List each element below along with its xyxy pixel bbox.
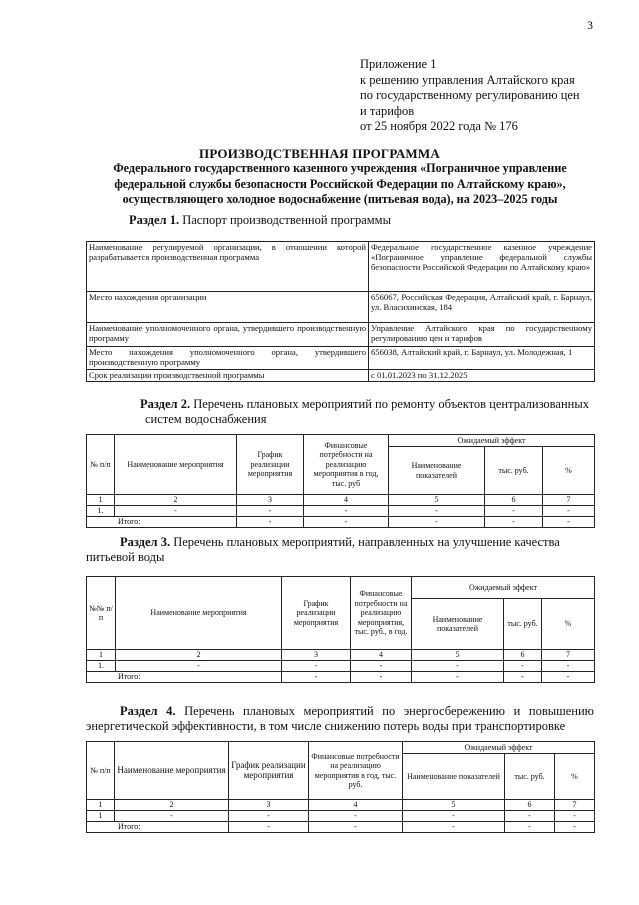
table-cell: - [115, 506, 237, 517]
table-cell: 7 [555, 800, 595, 811]
section2-table [86, 434, 595, 528]
table-cell: - [115, 811, 229, 822]
table-row [87, 517, 595, 528]
table-cell: 1 [87, 800, 115, 811]
table-cell: 6 [504, 650, 542, 661]
table-cell: - [304, 506, 389, 517]
header-finance: Финансовые потребности на реализацию мероприятия, тыс. руб., в год. [351, 577, 412, 650]
table-row [87, 370, 595, 382]
table-row [87, 292, 595, 323]
header-indicator: Наименование показателей [412, 599, 504, 650]
table-row [87, 661, 595, 672]
section3-heading [86, 535, 594, 565]
header-effect: Ожидаемый эффект [403, 742, 595, 754]
table-row [87, 742, 595, 754]
passport-label: Срок реализации производственной программы [87, 370, 369, 382]
section1-title: Паспорт производственной программы [182, 213, 391, 227]
section4-num: Раздел 4. [120, 704, 176, 718]
table-cell: - [485, 517, 543, 528]
passport-table [86, 241, 595, 382]
table-cell: 1. [87, 506, 115, 517]
table-row [87, 811, 595, 822]
passport-label: Место нахождения организации [87, 292, 369, 323]
section4-title: Перечень плановых мероприятий по энергосбережению и повышению энергетической эффективности, в том числе снижению потерь воды при транспортировке [86, 704, 595, 733]
section3-table [86, 576, 595, 683]
document-title: ПРОИЗВОДСТВЕННАЯ ПРОГРАММА [199, 146, 440, 161]
section4-table [86, 741, 595, 833]
table-cell: 3 [282, 650, 351, 661]
section3-title: Перечень плановых мероприятий, направленных на улучшение качества питьевой воды [86, 535, 560, 564]
header-schedule: График реализации мероприятия [237, 435, 304, 495]
total-label: Итого: [87, 517, 237, 528]
header-percent: % [542, 599, 595, 650]
header-effect: Ожидаемый эффект [412, 577, 595, 599]
appendix-line: к решению управления Алтайского края [360, 72, 575, 87]
header-finance: Финансовые потребности на реализацию мероприятия в год, тыс. руб. [309, 742, 403, 800]
table-cell: - [229, 811, 309, 822]
table-cell: - [504, 672, 542, 683]
table-cell: 2 [116, 650, 282, 661]
table-cell: - [403, 822, 505, 833]
table-cell: - [412, 672, 504, 683]
passport-value: с 01.01.2023 по 31.12.2025 [369, 370, 595, 382]
table-row [87, 822, 595, 833]
appendix-line: от 25 ноября 2022 года № 176 [360, 119, 518, 134]
passport-value: 656038, Алтайский край, г. Барнаул, ул. Молодежная, 1 [369, 347, 595, 370]
table-cell: - [229, 822, 309, 833]
section1-heading [129, 213, 391, 228]
table-cell: - [505, 811, 555, 822]
table-cell: - [351, 672, 412, 683]
header-schedule: График реализации мероприятия [229, 742, 309, 800]
table-cell: - [309, 811, 403, 822]
header-percent: % [555, 754, 595, 800]
table-cell: 4 [351, 650, 412, 661]
table-cell: - [304, 517, 389, 528]
table-cell: - [504, 661, 542, 672]
table-cell: - [309, 822, 403, 833]
appendix-block [360, 57, 580, 135]
table-row [87, 577, 595, 599]
table-cell: - [543, 517, 595, 528]
table-cell: - [282, 661, 351, 672]
table-cell: 1 [87, 495, 115, 506]
table-cell: - [542, 661, 595, 672]
table-cell: - [237, 517, 304, 528]
table-cell: - [505, 822, 555, 833]
table-row [87, 323, 595, 347]
passport-label: Место нахождения уполномоченного органа, утвердившего производственную программу [87, 347, 369, 370]
passport-value: 656067, Российская Федерация, Алтайский край, г. Барнаул, ул. Власихинская, 184 [369, 292, 595, 323]
table-cell: 6 [485, 495, 543, 506]
header-num: №№ п/п [87, 577, 116, 650]
table-row [87, 347, 595, 370]
table-row [87, 800, 595, 811]
table-cell: 5 [403, 800, 505, 811]
section4-heading [86, 704, 594, 734]
table-cell: 4 [309, 800, 403, 811]
table-cell: - [555, 822, 595, 833]
table-cell: 4 [304, 495, 389, 506]
header-name: Наименование мероприятия [116, 577, 282, 650]
passport-value: Управление Алтайского края по государственному регулированию цен и тарифов [369, 323, 595, 347]
section2-heading [140, 397, 594, 427]
table-row [87, 506, 595, 517]
total-label: Итого: [87, 672, 282, 683]
header-thousand: тыс. руб. [485, 447, 543, 495]
table-cell: 1. [87, 661, 116, 672]
header-effect: Ожидаемый эффект [389, 435, 595, 447]
table-row [87, 650, 595, 661]
section3-num: Раздел 3. [120, 535, 171, 549]
header-finance: Финансовые потребности на реализацию мероприятия в год, тыс. руб [304, 435, 389, 495]
table-cell: 3 [237, 495, 304, 506]
passport-label: Наименование регулируемой организации, в отношении которой разрабатывается производственная программа [87, 242, 369, 292]
table-cell: 2 [115, 800, 229, 811]
table-cell: 5 [412, 650, 504, 661]
header-num: № п/п [87, 742, 115, 800]
table-cell: - [403, 811, 505, 822]
header-name: Наименование мероприятия [115, 742, 229, 800]
table-cell: - [543, 506, 595, 517]
header-thousand: тыс. руб. [505, 754, 555, 800]
section2-title: Перечень плановых мероприятий по ремонту объектов централизованных систем водоснабжения [145, 397, 589, 426]
table-cell: 1 [87, 650, 116, 661]
table-cell: 5 [389, 495, 485, 506]
document-subtitle: Федерального государственного казенного учреждения «Пограничное управление федеральной службы безопасности Российской Федерации по Алтайскому краю», осуществляющего холодное водоснабжение (питьевая вода), на 2023–2025 годы [113, 161, 567, 207]
table-cell: 7 [543, 495, 595, 506]
total-label: Итого: [87, 822, 229, 833]
table-cell: - [282, 672, 351, 683]
table-cell: 2 [115, 495, 237, 506]
table-cell: - [542, 672, 595, 683]
table-cell: - [412, 661, 504, 672]
table-row [87, 435, 595, 447]
header-thousand: тыс. руб. [504, 599, 542, 650]
table-cell: - [237, 506, 304, 517]
table-cell: - [485, 506, 543, 517]
passport-label: Наименование уполномоченного органа, утвердившего производственную программу [87, 323, 369, 347]
table-cell: 1 [87, 811, 115, 822]
header-percent: % [543, 447, 595, 495]
header-name: Наименование мероприятия [115, 435, 237, 495]
table-cell: - [116, 661, 282, 672]
table-row [87, 242, 595, 292]
header-schedule: График реализации мероприятия [282, 577, 351, 650]
header-indicator: Наименование показателей [403, 754, 505, 800]
table-row [87, 672, 595, 683]
table-cell: - [389, 517, 485, 528]
passport-value: Федеральное государственное казенное учреждение «Пограничное управление федеральной службы безопасности Российской Федерации по Алтайскому краю» [369, 242, 595, 292]
header-num: № п/п [87, 435, 115, 495]
table-cell: 7 [542, 650, 595, 661]
page-number: 3 [587, 18, 593, 32]
section1-num: Раздел 1. [129, 213, 180, 227]
appendix-line: Приложение 1 [360, 57, 437, 71]
appendix-line: по государственному регулированию цен [360, 88, 580, 103]
table-cell: - [555, 811, 595, 822]
table-row [87, 495, 595, 506]
section2-num: Раздел 2. [140, 397, 191, 411]
table-cell: - [351, 661, 412, 672]
appendix-line: и тарифов [360, 103, 415, 118]
table-cell: 3 [229, 800, 309, 811]
header-indicator: Наименование показателей [389, 447, 485, 495]
table-cell: 6 [505, 800, 555, 811]
table-cell: - [389, 506, 485, 517]
